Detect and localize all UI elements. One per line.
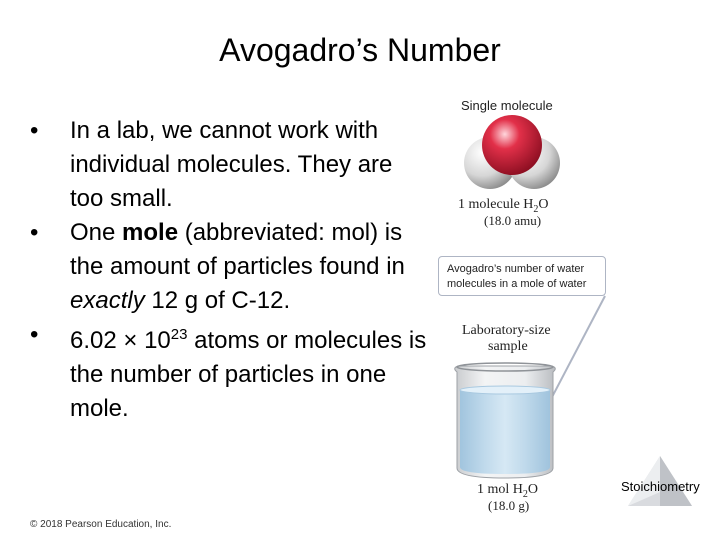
beaker bbox=[455, 363, 556, 478]
footer-tag: Stoichiometry bbox=[621, 479, 700, 494]
molecule-label-text: 1 molecule H bbox=[458, 197, 534, 212]
slide-title: Avogadro’s Number bbox=[219, 32, 501, 68]
bullet-bold-term: mole bbox=[122, 219, 179, 246]
water-sample bbox=[460, 390, 550, 474]
bullet-text: atoms or molecules is the number of particles in one mole. bbox=[70, 327, 427, 422]
oxygen-atom bbox=[482, 115, 542, 175]
bullet-glyph: • bbox=[30, 219, 39, 246]
mol-label-text: O bbox=[527, 482, 539, 497]
bullet-glyph: • bbox=[30, 321, 39, 348]
single-molecule-heading: Single molecule bbox=[461, 98, 553, 113]
mol-mass: (18.0 g) bbox=[488, 498, 530, 513]
bullet-text: 6.02 × 10 bbox=[70, 327, 171, 354]
bullet-exponent: 23 bbox=[170, 326, 188, 343]
bullet-text: (abbreviated: mol) is the amount of particles found in bbox=[70, 219, 405, 280]
copyright-notice: © 2018 Pearson Education, Inc. bbox=[30, 519, 172, 530]
bullet-glyph: • bbox=[30, 117, 39, 144]
mol-label-subscript: 2 bbox=[522, 488, 528, 500]
molecule-mass: (18.0 amu) bbox=[484, 213, 542, 228]
avogadro-callout: Avogadro’s number of water molecules in a mole of water bbox=[438, 256, 606, 296]
mol-label-text: 1 mol H bbox=[477, 482, 523, 497]
bullet-text: In a lab, we cannot work with individual molecules. They are too small. bbox=[70, 117, 393, 212]
molecule-label-text: O bbox=[538, 197, 549, 212]
water-surface bbox=[460, 386, 550, 394]
molecule-label-subscript: 2 bbox=[533, 203, 539, 215]
bullet-italic-term: exactly bbox=[70, 287, 145, 314]
lab-sample-heading-line1: Laboratory-size bbox=[462, 323, 551, 338]
bullet-text: 12 g of C-12. bbox=[144, 287, 291, 314]
lab-sample-heading-line2: sample bbox=[488, 339, 528, 354]
bullet-text: One bbox=[70, 219, 123, 246]
